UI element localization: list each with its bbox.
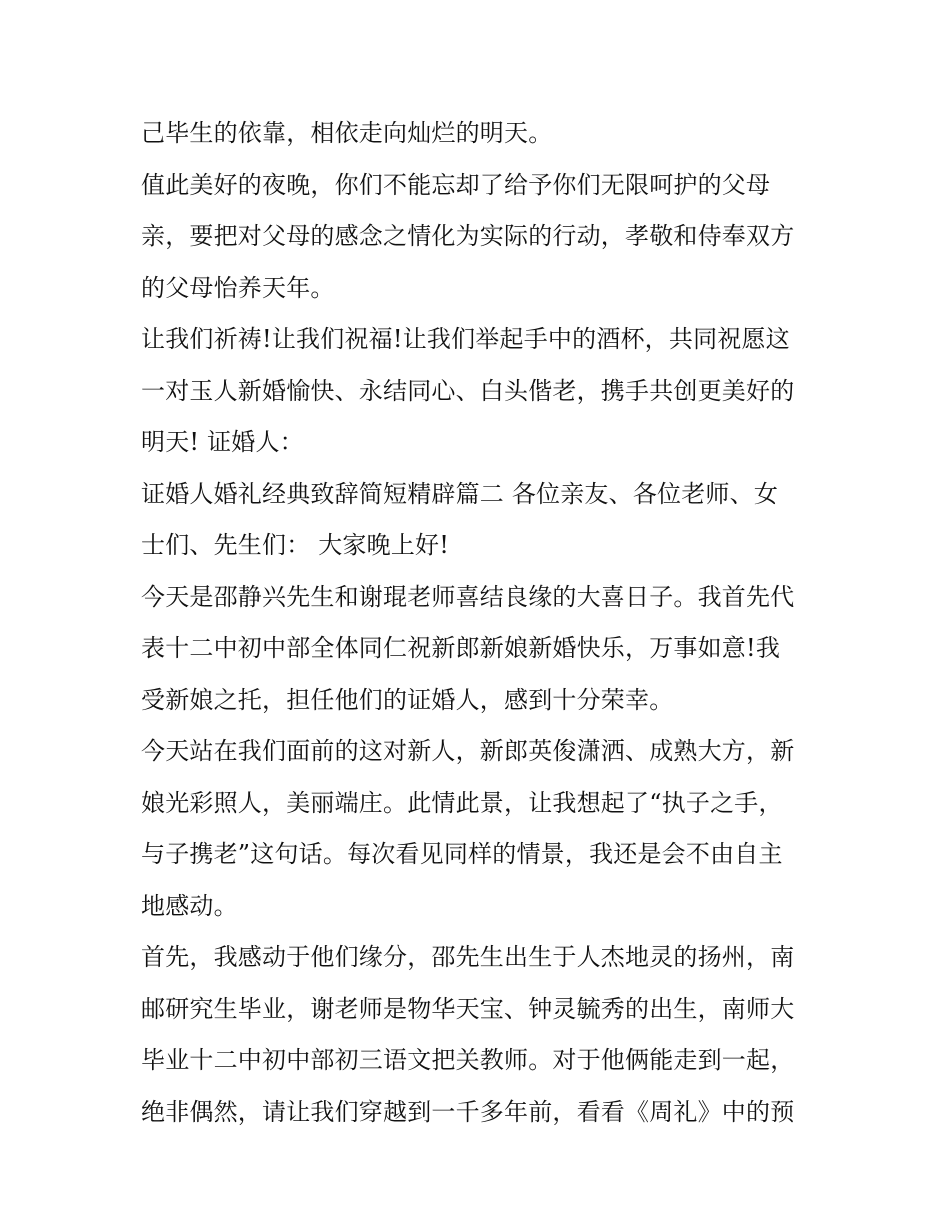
text-line: 士们、先生们： 大家晚上好!: [141, 531, 450, 559]
text-line: 受新娘之托，担任他们的证婚人，感到十分荣幸。: [141, 685, 674, 714]
text-line: 与子携老”这句话。每次看见同样的情景，我还是会不由自主: [141, 840, 783, 868]
text-line: 明天! 证婚人：: [141, 428, 304, 456]
text-line: 让我们祈祷!让我们祝福!让我们举起手中的酒杯，共同祝愿这: [141, 325, 790, 353]
text-line: 毕业十二中初中部初三语文把关教师。对于他俩能走到一起，: [141, 1046, 795, 1074]
text-line: 值此美好的夜晚，你们不能忘却了给予你们无限呵护的父母: [141, 170, 771, 199]
text-line: 的父母怡养天年。: [141, 273, 335, 302]
text-line: 首先，我感动于他们缘分，邵先生出生于人杰地灵的扬州，南: [141, 943, 795, 971]
text-line: 今天是邵静兴先生和谢琨老师喜结良缘的大喜日子。我首先代: [141, 582, 795, 611]
text-line: 表十二中初中部全体同仁祝新郎新娘新婚快乐，万事如意!我: [141, 634, 781, 662]
text-line: 己毕生的依靠，相依走向灿烂的明天。: [141, 119, 553, 147]
text-line: 地感动。: [141, 891, 238, 920]
text-line: 娘光彩照人，美丽端庄。此情此景，让我想起了“执子之手，: [141, 788, 783, 817]
text-line: 亲，要把对父母的感念之情化为实际的行动，孝敬和侍奉双方: [141, 222, 795, 250]
text-line: 今天站在我们面前的这对新人，新郎英俊潇洒、成熟大方，新: [141, 737, 795, 765]
text-line: 邮研究生毕业，谢老师是物华天宝、钟灵毓秀的出生，南师大: [141, 994, 795, 1023]
text-line: 证婚人婚礼经典致辞简短精辟篇二 各位亲友、各位老师、女: [141, 479, 779, 508]
text-line: 绝非偶然，请让我们穿越到一千多年前，看看《周礼》中的预: [141, 1097, 795, 1126]
document-body: [141, 108, 821, 1138]
text-line: 一对玉人新婚愉快、永结同心、白头偕老，携手共创更美好的: [141, 376, 795, 405]
